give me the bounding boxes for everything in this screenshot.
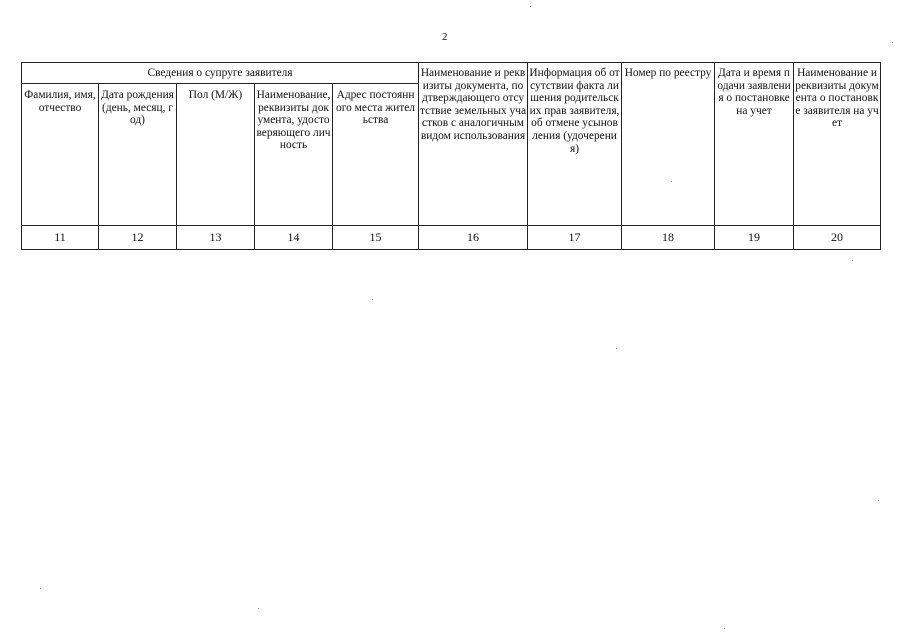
column-number-row bbox=[22, 226, 881, 250]
header-cell-16: Наименование и реквизиты документа, подтверждающего отсутствие земельных участков с аналогичным видом использования bbox=[419, 63, 528, 226]
header-row-group bbox=[22, 63, 881, 84]
column-number: 20 bbox=[794, 226, 881, 250]
header-cell-12: Дата рождения (день, месяц, год) bbox=[99, 84, 177, 226]
header-cell-17: Информация об отсутствии факта лишения родительских прав заявителя, об отмене усыновления (удочерения) bbox=[528, 63, 622, 226]
register-table bbox=[21, 62, 881, 250]
column-number: 12 bbox=[99, 226, 177, 250]
column-number: 16 bbox=[419, 226, 528, 250]
column-number: 18 bbox=[622, 226, 715, 250]
header-cell-11: Фамилия, имя, отчество bbox=[22, 84, 99, 226]
column-number: 14 bbox=[255, 226, 333, 250]
page-number: 2 bbox=[442, 31, 448, 43]
column-number: 17 bbox=[528, 226, 622, 250]
column-number: 13 bbox=[177, 226, 255, 250]
column-number: 15 bbox=[333, 226, 419, 250]
header-cell-14: Наименование, реквизиты документа, удостоверяющего личность bbox=[255, 84, 333, 226]
header-cell-20: Наименование и реквизиты документа о постановке заявителя на учет bbox=[794, 63, 881, 226]
header-cell-15: Адрес постоянного места жительства bbox=[333, 84, 419, 226]
column-number: 11 bbox=[22, 226, 99, 250]
header-cell-19: Дата и время подачи заявления о постановке на учет bbox=[715, 63, 794, 226]
header-cell-18: Номер по реестру bbox=[622, 63, 715, 226]
column-number: 19 bbox=[715, 226, 794, 250]
header-cell-13: Пол (М/Ж) bbox=[177, 84, 255, 226]
spouse-group-header: Сведения о супруге заявителя bbox=[22, 63, 419, 84]
